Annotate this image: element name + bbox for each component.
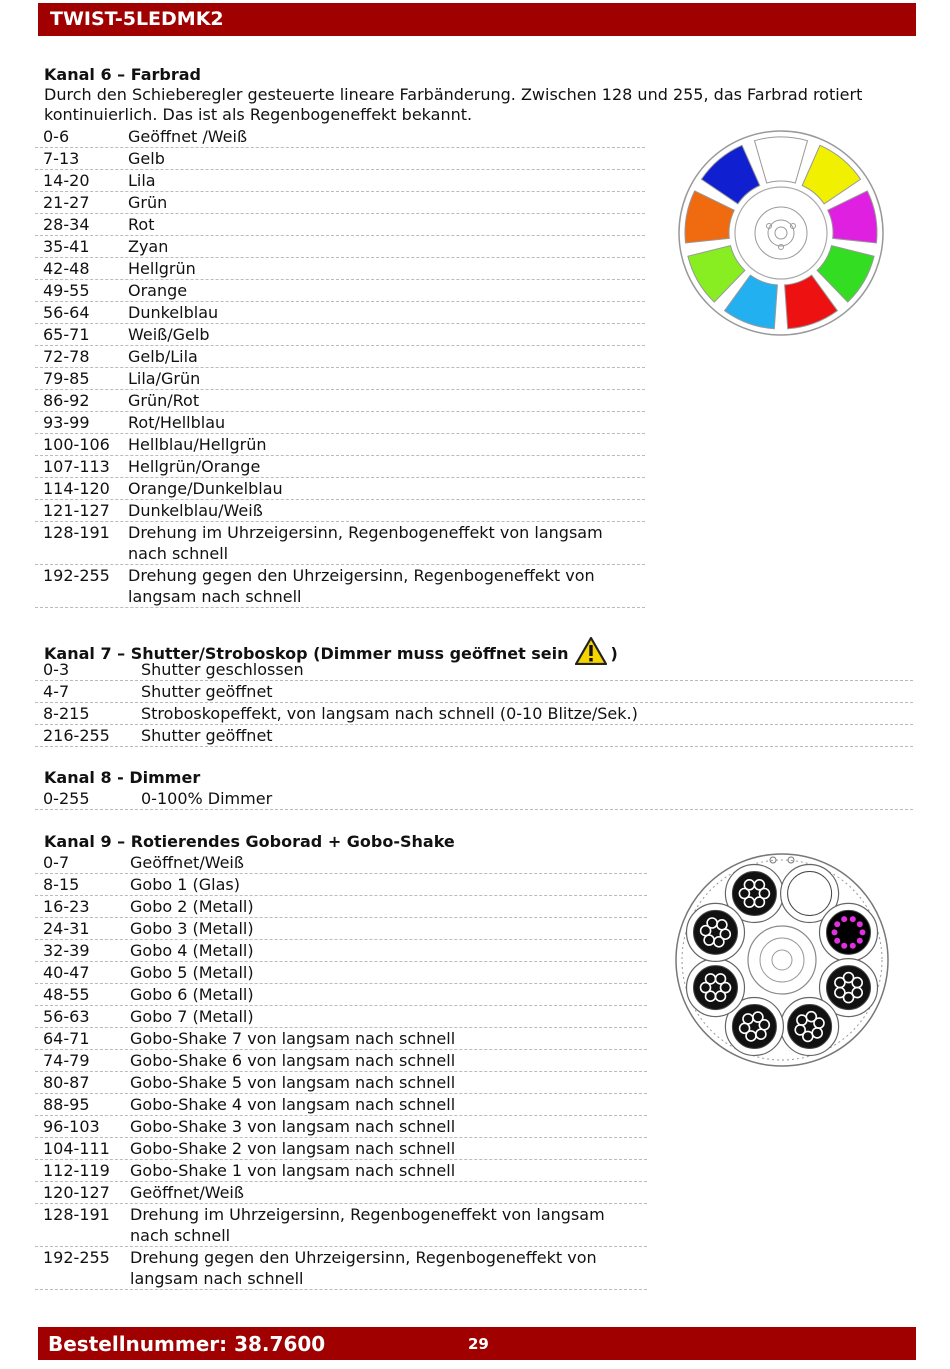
table-row xyxy=(35,478,645,500)
function-description: Stroboskopeffekt, von langsam nach schnell (0-10 Blitze/Sek.) xyxy=(141,704,638,723)
function-description: Dunkelblau/Weiß xyxy=(128,501,263,520)
table-row xyxy=(35,170,645,192)
dmx-range: 14-20 xyxy=(43,171,90,190)
dmx-range: 192-255 xyxy=(43,1248,110,1267)
function-description: Drehung im Uhrzeigersinn, Regenbogeneffekt von langsam nach schnell xyxy=(130,1205,605,1245)
page-number: 29 xyxy=(468,1335,489,1353)
dmx-range: 74-79 xyxy=(43,1051,90,1070)
function-description: Gobo-Shake 7 von langsam nach schnell xyxy=(130,1029,456,1048)
ch7-heading-text: Kanal 7 – Shutter/Stroboskop (Dimmer muss geöffnet sein xyxy=(44,644,569,663)
ch9-section xyxy=(44,831,455,852)
table-row xyxy=(35,1072,647,1094)
table-row xyxy=(35,434,645,456)
table-row xyxy=(35,1204,647,1247)
table-row xyxy=(35,214,645,236)
table-row xyxy=(35,280,645,302)
function-description: Rot/Hellblau xyxy=(128,413,226,432)
dmx-range: 0-255 xyxy=(43,789,90,808)
function-description: 0-100% Dimmer xyxy=(141,789,273,808)
gobo-dot xyxy=(857,921,863,927)
gobo-dot xyxy=(841,943,847,949)
dmx-range: 112-119 xyxy=(43,1161,110,1180)
table-row xyxy=(35,302,645,324)
table-row xyxy=(35,192,645,214)
dmx-range: 72-78 xyxy=(43,347,90,366)
function-description: Lila/Grün xyxy=(128,369,201,388)
footer-bar xyxy=(38,1327,916,1360)
table-row xyxy=(35,456,645,478)
table-row xyxy=(35,659,913,681)
table-row xyxy=(35,522,645,565)
table-row xyxy=(35,148,645,170)
dmx-range: 35-41 xyxy=(43,237,90,256)
dmx-range: 93-99 xyxy=(43,413,90,432)
dmx-range: 86-92 xyxy=(43,391,90,410)
function-description: Hellgrün xyxy=(128,259,196,278)
table-row xyxy=(35,1006,647,1028)
header-bar xyxy=(38,3,916,36)
table-row xyxy=(35,1028,647,1050)
table-row xyxy=(35,788,913,810)
table-row xyxy=(35,500,645,522)
function-description: Weiß/Gelb xyxy=(128,325,210,344)
order-number: Bestellnummer: 38.7600 xyxy=(48,1332,326,1356)
dmx-range: 128-191 xyxy=(43,523,110,542)
table-row xyxy=(35,1182,647,1204)
table-row xyxy=(35,346,645,368)
dmx-range: 4-7 xyxy=(43,682,70,701)
dmx-range: 120-127 xyxy=(43,1183,110,1202)
dmx-range: 28-34 xyxy=(43,215,90,234)
ch6-heading: Kanal 6 – Farbrad xyxy=(44,65,201,84)
function-description: Gobo 3 (Metall) xyxy=(130,919,254,938)
dmx-range: 104-111 xyxy=(43,1139,110,1158)
function-description: Grün/Rot xyxy=(128,391,200,410)
dmx-range: 79-85 xyxy=(43,369,90,388)
wheel-hub xyxy=(735,187,827,279)
dmx-range: 100-106 xyxy=(43,435,110,454)
function-description: Hellblau/Hellgrün xyxy=(128,435,267,454)
table-row xyxy=(35,984,647,1006)
gobo-dot xyxy=(841,916,847,922)
gobo-dot xyxy=(850,916,856,922)
function-description: Gobo-Shake 6 von langsam nach schnell xyxy=(130,1051,456,1070)
table-row xyxy=(35,1116,647,1138)
function-description: Gobo-Shake 2 von langsam nach schnell xyxy=(130,1139,456,1158)
table-row xyxy=(35,896,647,918)
function-description: Gelb xyxy=(128,149,165,168)
table-row xyxy=(35,703,913,725)
gobo-dot xyxy=(834,921,840,927)
dmx-range: 56-63 xyxy=(43,1007,90,1026)
function-description: Gobo 2 (Metall) xyxy=(130,897,254,916)
function-description: Orange/Dunkelblau xyxy=(128,479,283,498)
gobo-dot xyxy=(857,938,863,944)
table-row xyxy=(35,368,645,390)
table-row xyxy=(35,1050,647,1072)
ch8-heading: Kanal 8 - Dimmer xyxy=(44,768,201,787)
table-row xyxy=(35,940,647,962)
function-description: Geöffnet /Weiß xyxy=(128,127,248,146)
table-row xyxy=(35,962,647,984)
ch6-section xyxy=(44,64,894,125)
dmx-range: 65-71 xyxy=(43,325,90,344)
ch9-heading: Kanal 9 – Rotierendes Goborad + Gobo-Shake xyxy=(44,832,455,851)
gobo-dot xyxy=(860,929,866,935)
function-description: Gobo-Shake 1 von langsam nach schnell xyxy=(130,1161,456,1180)
table-row xyxy=(35,324,645,346)
function-description: Gobo-Shake 5 von langsam nach schnell xyxy=(130,1073,456,1092)
dmx-range: 56-64 xyxy=(43,303,90,322)
dmx-range: 7-13 xyxy=(43,149,80,168)
gobo-open xyxy=(788,872,832,916)
dmx-range: 121-127 xyxy=(43,501,110,520)
function-description: Dunkelblau xyxy=(128,303,219,322)
table-row xyxy=(35,874,647,896)
table-row xyxy=(35,918,647,940)
dmx-range: 40-47 xyxy=(43,963,90,982)
dmx-range: 114-120 xyxy=(43,479,110,498)
dmx-range: 24-31 xyxy=(43,919,90,938)
gobo-dot xyxy=(850,943,856,949)
dmx-range: 42-48 xyxy=(43,259,90,278)
dmx-range: 0-7 xyxy=(43,853,70,872)
function-description: Gobo 1 (Glas) xyxy=(130,875,240,894)
color-wheel-diagram xyxy=(676,128,886,338)
ch6-description: Durch den Schieberegler gesteuerte lineare Farbänderung. Zwischen 128 und 255, das Farbrad rotiert kontinuierlich. Das ist als Regenbogeneffekt bekannt. xyxy=(44,85,863,124)
gobo-dot xyxy=(834,938,840,944)
document-title: TWIST-5LEDMK2 xyxy=(50,8,224,30)
dmx-range: 80-87 xyxy=(43,1073,90,1092)
ch9-table xyxy=(35,852,647,1290)
function-description: Drehung im Uhrzeigersinn, Regenbogeneffekt von langsam nach schnell xyxy=(128,523,603,563)
gobo-dot xyxy=(832,929,838,935)
function-description: Shutter geöffnet xyxy=(141,682,273,701)
function-description: Gobo 4 (Metall) xyxy=(130,941,254,960)
dmx-range: 0-6 xyxy=(43,127,70,146)
table-row xyxy=(35,1160,647,1182)
function-description: Gobo 6 (Metall) xyxy=(130,985,254,1004)
table-row xyxy=(35,390,645,412)
function-description: Orange xyxy=(128,281,188,300)
ch6-table xyxy=(35,126,645,608)
table-row xyxy=(35,126,645,148)
function-description: Geöffnet/Weiß xyxy=(130,853,244,872)
gobo-wheel-diagram xyxy=(672,850,892,1070)
table-row xyxy=(35,565,645,608)
table-row xyxy=(35,1094,647,1116)
dmx-range: 0-3 xyxy=(43,660,70,679)
dmx-range: 32-39 xyxy=(43,941,90,960)
dmx-range: 192-255 xyxy=(43,566,110,585)
function-description: Grün xyxy=(128,193,168,212)
function-description: Gobo-Shake 4 von langsam nach schnell xyxy=(130,1095,456,1114)
ch8-table xyxy=(35,788,913,810)
dmx-range: 8-215 xyxy=(43,704,90,723)
dmx-range: 8-15 xyxy=(43,875,80,894)
dmx-range: 49-55 xyxy=(43,281,90,300)
function-description: Zyan xyxy=(128,237,169,256)
function-description: Geöffnet/Weiß xyxy=(130,1183,244,1202)
table-row xyxy=(35,258,645,280)
dmx-range: 16-23 xyxy=(43,897,90,916)
function-description: Hellgrün/Orange xyxy=(128,457,261,476)
dmx-range: 216-255 xyxy=(43,726,110,745)
dmx-range: 88-95 xyxy=(43,1095,90,1114)
function-description: Drehung gegen den Uhrzeigersinn, Regenbogeneffekt von langsam nach schnell xyxy=(130,1248,597,1288)
table-row xyxy=(35,725,913,747)
gobo-hub xyxy=(748,926,816,994)
function-description: Rot xyxy=(128,215,155,234)
dmx-range: 128-191 xyxy=(43,1205,110,1224)
dmx-range: 96-103 xyxy=(43,1117,100,1136)
dmx-range: 21-27 xyxy=(43,193,90,212)
function-description: Shutter geöffnet xyxy=(141,726,273,745)
function-description: Gelb/Lila xyxy=(128,347,198,366)
table-row xyxy=(35,852,647,874)
function-description: Gobo 5 (Metall) xyxy=(130,963,254,982)
dmx-range: 64-71 xyxy=(43,1029,90,1048)
ch7-heading-close: ) xyxy=(610,644,618,663)
ch8-section xyxy=(44,767,200,788)
table-row xyxy=(35,1247,647,1290)
table-row xyxy=(35,412,645,434)
dmx-range: 107-113 xyxy=(43,457,110,476)
function-description: Shutter geschlossen xyxy=(141,660,304,679)
table-row xyxy=(35,236,645,258)
function-description: Gobo-Shake 3 von langsam nach schnell xyxy=(130,1117,456,1136)
table-row xyxy=(35,1138,647,1160)
function-description: Gobo 7 (Metall) xyxy=(130,1007,254,1026)
table-row xyxy=(35,681,913,703)
dmx-range: 48-55 xyxy=(43,985,90,1004)
function-description: Lila xyxy=(128,171,156,190)
ch7-table xyxy=(35,659,913,747)
function-description: Drehung gegen den Uhrzeigersinn, Regenbogeneffekt von langsam nach schnell xyxy=(128,566,595,606)
